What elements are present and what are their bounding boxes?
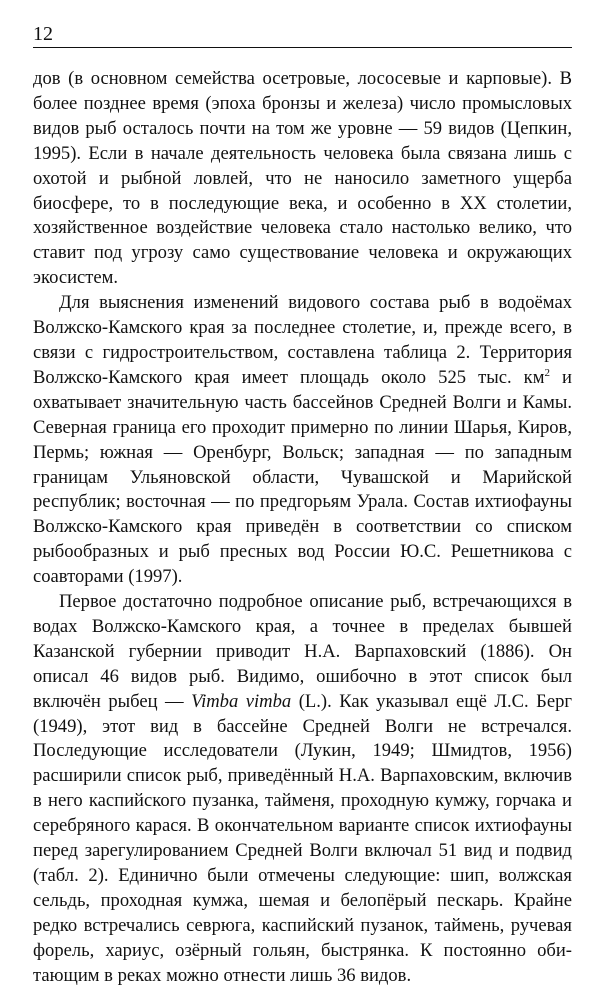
- paragraph-1: дов (в основном семейства осетровые, лососевые и карповые). В более позднее время (эпоха бронзы и железа) число промысловых видов рыб осталось почти на том же уровне — 59 видов (Цепкин, 1995). Если в начале деятельность человека была связана лишь с охотой и рыбной ловлей, что не наносило заметного ущерба биосфере, то в последующие века, и особенно в XX столетии, хозяйственное воздействие человека стало настолько велико, что ставит под угрозу само существование человека и окружающих экосистем.: [33, 68, 572, 289]
- paragraph-2-text-a: Для выяснения изменений видового состава рыб в водоёмах Волжско-Камского края за последнее столетие, и, прежде всего, в связи с гидростроительством, составлена таблица 2. Территория Волжско-Камского края имеет площадь около 525 тыс. км: [33, 292, 572, 388]
- paragraph-3-text-a: Первое достаточно подробное описание рыб, встречающихся в водах Волжско-Камского края, а точнее в пределах бывшей Казанской губернии приводит Н.А. Варпаховский (1886). Он описал 46 видов рыб. Видимо, ошибочно в этот список был включён рыбец —: [33, 591, 572, 712]
- paragraph-3-text-b: (L.). Как указывал ещё Л.С. Берг (1949), этот вид в бассейне Средней Волги не встречался. Последующие исследователи (Лукин, 1949; Шмидтов, 1956) расширили список рыб, приведённый Н.А. Варпаховским, включив в него каспийского пузанка, тайменя, проходную кумжу, горчака и серебряного карася. В окончательном варианте список ихтиофауны перед зарегулированием Средней Волги включал 51 вид и подвид (табл. 2). Единично были отмечены следующие: шип, волжская сельдь, проходная кумжа, шемая и белопёрый пескарь. Крайне редко встречались севрюга, каспийский пузанок, таймень, ручевая форель, хариус, озёрный гольян, быстрянка. К постоянно обитающим в реках можно отнести лишь 36 видов.: [33, 690, 572, 986]
- superscript-2: 2: [544, 366, 550, 379]
- body-text: [33, 67, 572, 989]
- header-rule: [33, 47, 572, 48]
- page-number: 12: [33, 23, 53, 45]
- paragraph-3: [33, 590, 572, 989]
- paragraph-2-text-b: и охватывает значительную часть бассейнов Средней Волги и Камы. Северная граница его проходит примерно по линии Шарья, Киров, Пермь; южная — Оренбург, Вольск; западная — по западным границам Ульяновской области, Чувашской и Марийской республик; восточная — по предгорьям Урала. Состав ихтиофауны Волжско-Камского края приведён в соответствии со списком рыбообразных и рыб пресных вод России Ю.С. Решетникова с соавторами (1997).: [33, 366, 572, 588]
- species-name-italic: Vimba vimba: [191, 690, 292, 712]
- paragraph-2: [33, 291, 572, 590]
